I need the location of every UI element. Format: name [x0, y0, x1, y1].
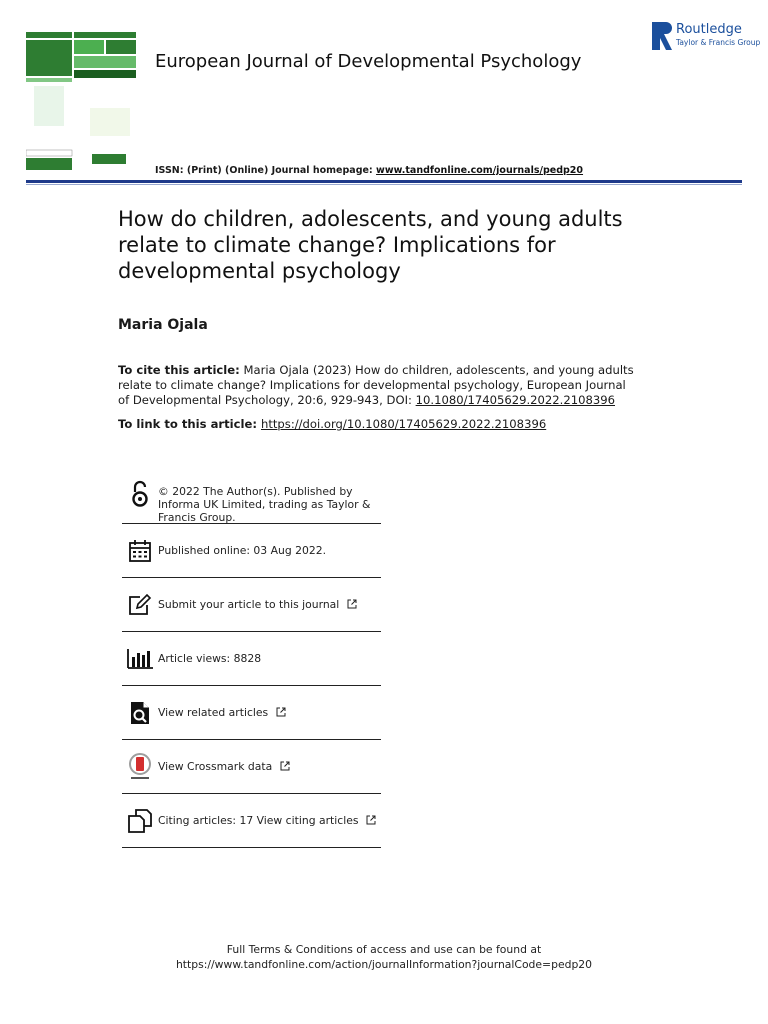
open-access-row: [122, 474, 381, 524]
published-row: [122, 524, 381, 578]
article-link-line: [118, 417, 546, 431]
terms-footer-link[interactable]: https://www.tandfonline.com/action/journalInformation?journalCode=pedp20: [175, 958, 593, 971]
submit-article-label: Submit your article to this journal: [158, 598, 340, 611]
article-title: How do children, adolescents, and young adults relate to climate change? Implications for developmental psychology: [118, 207, 623, 283]
article-doi-link[interactable]: https://doi.org/10.1080/17405629.2022.2108396: [260, 417, 547, 431]
routledge-logo-subtext: Taylor & Francis Group: [676, 38, 761, 47]
crossmark-link[interactable]: [158, 760, 290, 773]
external-link-icon: [280, 761, 290, 771]
external-link-icon: [347, 599, 357, 609]
submit-article-row[interactable]: [122, 578, 381, 632]
article-meta-list: [122, 474, 381, 848]
header-divider-thin: [26, 184, 742, 185]
crossmark-row[interactable]: [122, 740, 381, 794]
related-articles-label: View related articles: [158, 706, 269, 719]
open-access-icon: [122, 478, 158, 510]
terms-footer-line1: Full Terms & Conditions of access and use can be found at: [226, 943, 542, 956]
published-date-text: Published online: 03 Aug 2022.: [158, 544, 327, 557]
journal-homepage-link[interactable]: www.tandfonline.com/journals/pedp20: [376, 165, 584, 176]
calendar-icon: [122, 535, 158, 567]
terms-footer: [0, 942, 768, 972]
article-views-text: Article views: 8828: [158, 652, 262, 665]
related-articles-link[interactable]: [158, 706, 286, 719]
external-link-icon: [276, 707, 286, 717]
external-link-icon: [366, 815, 376, 825]
citing-icon: [122, 805, 158, 837]
article-author: Maria Ojala: [118, 317, 208, 333]
citing-articles-link[interactable]: [158, 814, 376, 827]
search-doc-icon: [122, 697, 158, 729]
article-views-row: [122, 632, 381, 686]
citation-label: To cite this article:: [118, 363, 240, 377]
journal-cover-image: [26, 32, 138, 172]
citing-articles-row[interactable]: [122, 794, 381, 848]
bar-chart-icon: [122, 643, 158, 675]
crossmark-label: View Crossmark data: [158, 760, 273, 773]
issn-label: ISSN: (Print) (Online) Journal homepage:: [155, 165, 377, 176]
citation-block: [118, 363, 638, 408]
related-articles-row[interactable]: [122, 686, 381, 740]
open-access-text: © 2022 The Author(s). Published by Informa UK Limited, trading as Taylor & Francis Group.: [158, 485, 371, 524]
routledge-r-icon: [652, 22, 672, 50]
issn-line: [155, 165, 583, 176]
header-divider: [26, 180, 742, 183]
crossmark-icon: [122, 751, 158, 783]
citing-articles-label: Citing articles: 17 View citing articles: [158, 814, 359, 827]
link-label: To link to this article:: [118, 417, 257, 431]
submit-article-link[interactable]: [158, 598, 357, 611]
citation-doi-link[interactable]: 10.1080/17405629.2022.2108396: [415, 393, 615, 407]
edit-icon: [122, 589, 158, 621]
citation-text: Maria Ojala (2023) How do children, adolescents, and young adults relate to climate change? Implications for developmental psychology, European Journal of Developmental Psychology, 20:6, 929-943, DOI:: [118, 363, 634, 407]
routledge-logo-text: Routledge: [676, 22, 742, 37]
routledge-logo[interactable]: [652, 22, 761, 50]
journal-title: European Journal of Developmental Psychology: [155, 51, 582, 72]
